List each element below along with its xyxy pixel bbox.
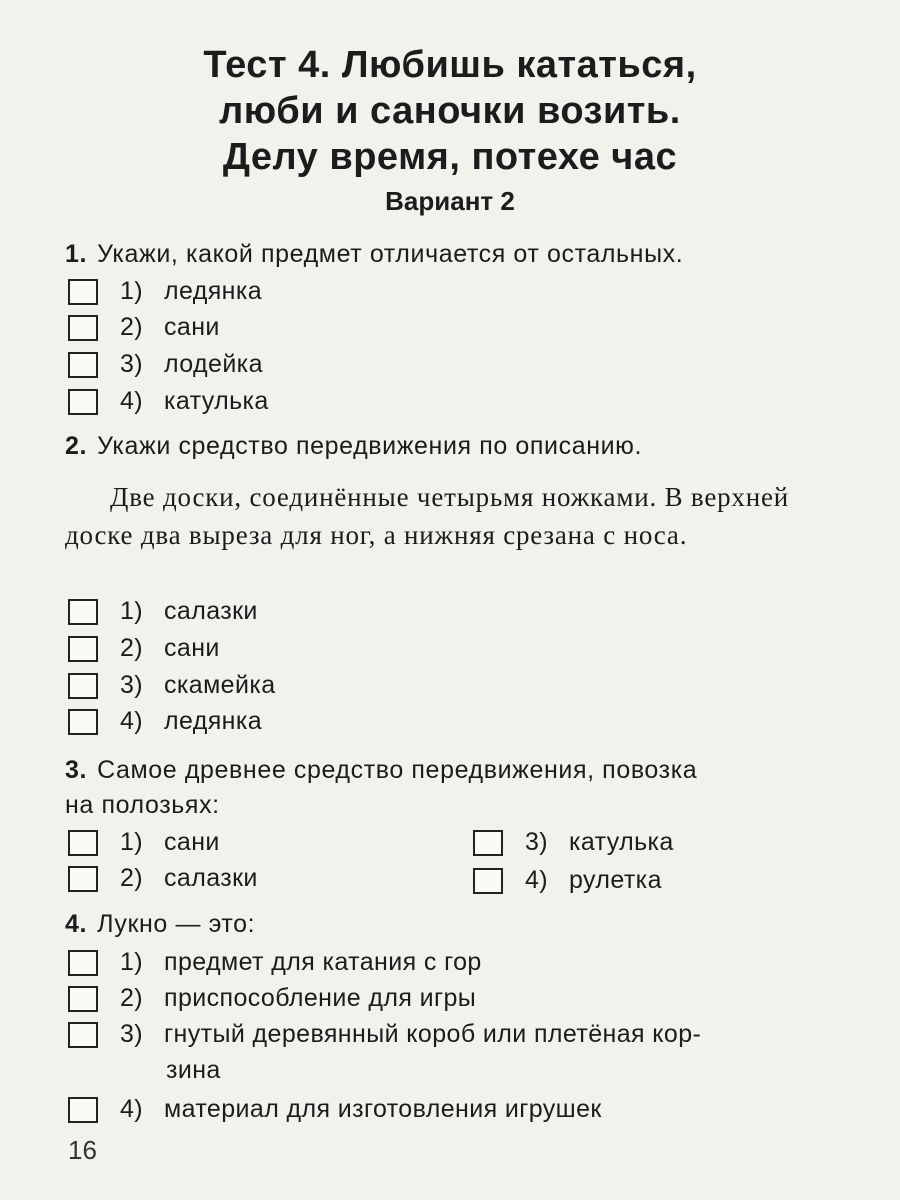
q4-option-3-label: гнутый деревянный короб или плетёная кор- [164,1020,702,1048]
q2-option-3-label: скамейка [164,671,276,699]
q3-option-2-number: 2) [120,864,144,892]
q4-option-4[interactable] [68,1095,602,1124]
question-3-text-line-1: Самое древнее средство передвижения, повозка [97,756,698,784]
q1-option-4-number: 4) [120,387,144,415]
q1-option-2[interactable] [68,313,220,342]
q2-option-1-number: 1) [120,597,144,625]
q2-option-3-number: 3) [120,671,144,699]
q2-option-1[interactable] [68,597,258,626]
q3-option-2-checkbox[interactable] [68,866,98,892]
q3-option-1-label: сани [164,828,220,856]
question-4 [65,910,255,939]
q4-option-3-checkbox[interactable] [68,1022,98,1048]
q3-option-3-label: катулька [569,828,674,856]
q4-option-1-label: предмет для катания с гор [164,948,482,976]
test-title-line-1: Тест 4. Любишь кататься, [203,44,697,86]
q3-option-4-label: рулетка [569,866,662,894]
q1-option-1-label: ледянка [164,277,263,305]
question-1-number: 1. [65,240,88,268]
q1-option-2-checkbox[interactable] [68,315,98,341]
question-2 [65,432,642,461]
q1-option-4-label: катулька [164,387,269,415]
q2-option-4-checkbox[interactable] [68,709,98,735]
q3-option-4-number: 4) [525,866,549,894]
test-title-line-2: люби и саночки возить. [219,90,681,132]
q1-option-3[interactable] [68,350,263,379]
q1-option-4[interactable] [68,387,269,416]
q2-option-2-checkbox[interactable] [68,636,98,662]
q3-option-2[interactable] [68,864,258,893]
q3-option-1-number: 1) [120,828,144,856]
q1-option-2-number: 2) [120,313,144,341]
q3-option-2-label: салазки [164,864,258,892]
q3-option-3-checkbox[interactable] [473,830,503,856]
q3-option-1[interactable] [68,828,220,857]
question-2-description: Две доски, соединённые четырьмя ножками. В верхней доске два выреза для ног, а нижняя срезана с носа. [65,482,789,550]
q3-option-4[interactable] [473,866,662,895]
q4-option-1-checkbox[interactable] [68,950,98,976]
q4-option-4-number: 4) [120,1095,144,1123]
q2-option-4[interactable] [68,707,262,736]
q4-option-3-continuation [166,1056,221,1085]
q2-option-1-checkbox[interactable] [68,599,98,625]
question-2-number: 2. [65,432,88,460]
q4-option-2-label: приспособление для игры [164,984,477,1012]
q4-option-3-label-continuation: зина [166,1056,221,1084]
q4-option-3-number: 3) [120,1020,144,1048]
q3-option-4-checkbox[interactable] [473,868,503,894]
q4-option-4-checkbox[interactable] [68,1097,98,1123]
question-2-text: Укажи средство передвижения по описанию. [97,432,643,460]
variant-label: Вариант 2 [385,186,515,216]
q2-option-2-label: сани [164,634,220,662]
q2-option-4-label: ледянка [164,707,263,735]
question-1 [65,240,683,269]
question-3-number: 3. [65,756,88,784]
test-title-line-3: Делу время, потехе час [222,136,678,178]
q4-option-4-label: материал для изготовления игрушек [164,1095,602,1123]
page-number: 16 [68,1135,97,1165]
q1-option-1-number: 1) [120,277,144,305]
q2-option-3-checkbox[interactable] [68,673,98,699]
q4-option-1-number: 1) [120,948,144,976]
q2-option-3[interactable] [68,671,276,700]
q3-option-3[interactable] [473,828,674,857]
question-3-text-line-2: на полозьях: [65,791,220,819]
q1-option-1-checkbox[interactable] [68,279,98,305]
q4-option-1[interactable] [68,948,482,977]
q4-option-2[interactable] [68,984,476,1013]
q1-option-2-label: сани [164,313,220,341]
q3-option-1-checkbox[interactable] [68,830,98,856]
q1-option-3-number: 3) [120,350,144,378]
q2-option-2-number: 2) [120,634,144,662]
question-4-text: Лукно — это: [97,910,256,938]
q1-option-4-checkbox[interactable] [68,389,98,415]
q3-option-3-number: 3) [525,828,549,856]
question-1-text: Укажи, какой предмет отличается от остальных. [97,240,684,268]
question-3-line-2 [65,791,220,820]
q2-option-4-number: 4) [120,707,144,735]
q1-option-1[interactable] [68,277,262,306]
q2-option-2[interactable] [68,634,220,663]
q4-option-3[interactable] [68,1020,701,1049]
q4-option-2-number: 2) [120,984,144,1012]
question-4-number: 4. [65,910,88,938]
q1-option-3-label: лодейка [164,350,263,378]
q2-option-1-label: салазки [164,597,258,625]
q4-option-2-checkbox[interactable] [68,986,98,1012]
question-3 [65,756,697,785]
q1-option-3-checkbox[interactable] [68,352,98,378]
